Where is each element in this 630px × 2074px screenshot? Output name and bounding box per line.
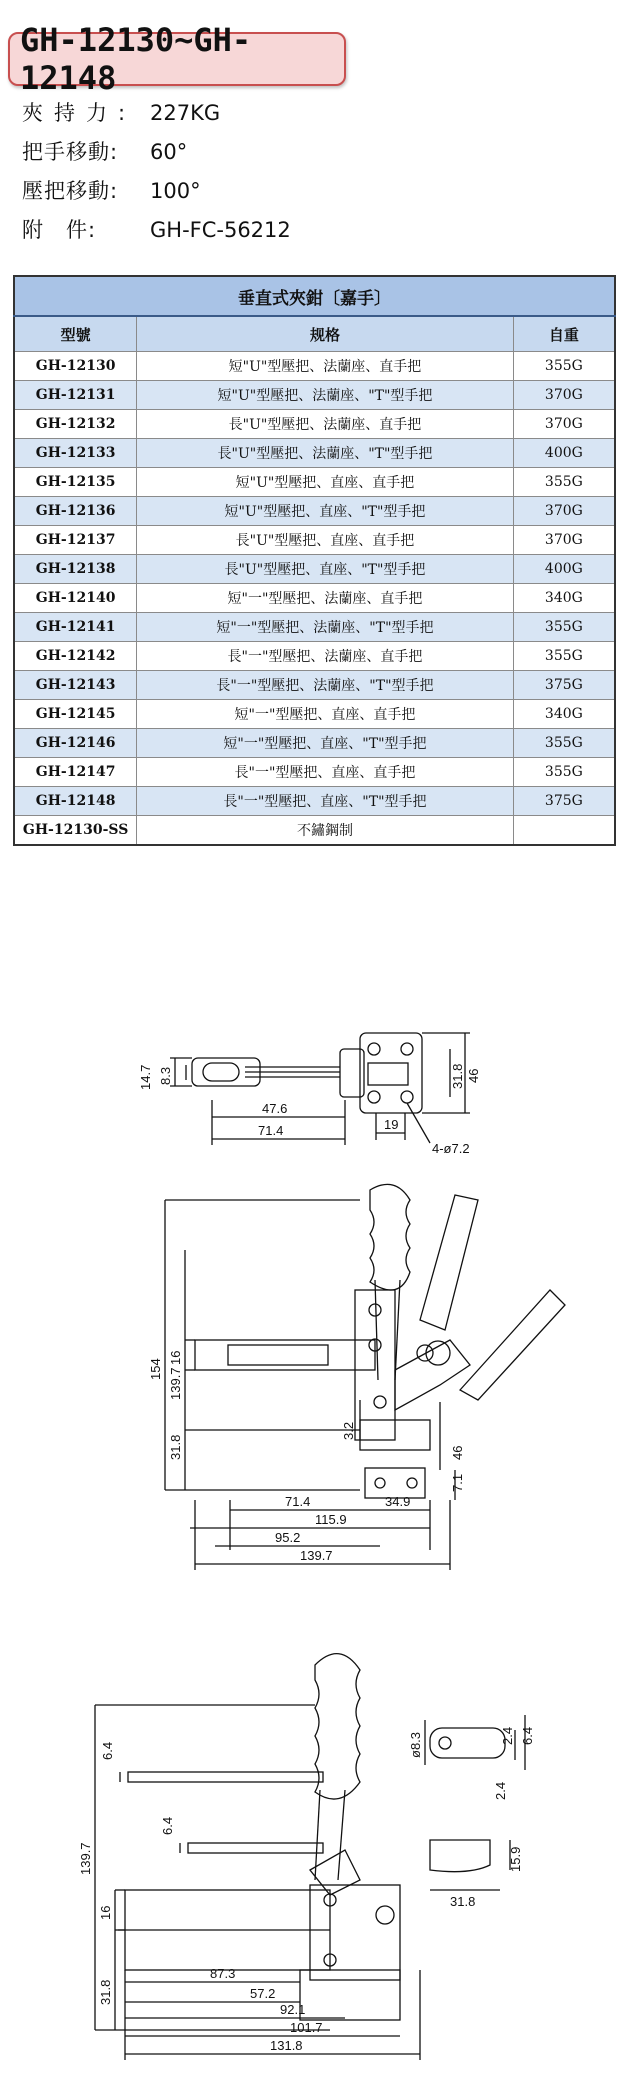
- dim-label: ø8.3: [408, 1731, 423, 1758]
- weight-cell: 370G: [513, 381, 615, 410]
- dim-label: 31.8: [98, 1979, 113, 2005]
- dim-label: 8.3: [158, 1066, 173, 1085]
- table-row: [14, 526, 615, 555]
- table-row: [14, 700, 615, 729]
- spec-cell: 短"一"型壓把、直座、直手把: [137, 700, 514, 729]
- weight-cell: 375G: [513, 787, 615, 816]
- spec-cell: 長"一"型壓把、直座、直手把: [137, 758, 514, 787]
- spec-cell: 長"一"型壓把、法蘭座、"T"型手把: [137, 671, 514, 700]
- weight-cell: 370G: [513, 526, 615, 555]
- spec-value: GH-FC-56212: [150, 218, 291, 242]
- weight-cell: [513, 816, 615, 846]
- weight-cell: 355G: [513, 642, 615, 671]
- dim-label: 2.4: [493, 1781, 508, 1800]
- model-cell: GH-12148: [14, 787, 137, 816]
- product-title-box: [8, 21, 346, 97]
- spec-cell: 長"一"型壓把、法蘭座、直手把: [137, 642, 514, 671]
- dim-label: 16: [98, 1905, 113, 1920]
- product-title: GH-12130~GH-12148: [20, 21, 252, 97]
- dim-label: 14.7: [138, 1064, 153, 1090]
- table-row: [14, 584, 615, 613]
- weight-cell: 370G: [513, 497, 615, 526]
- specs-list: [22, 94, 291, 250]
- spec-cell: 長"U"型壓把、法蘭座、直手把: [137, 410, 514, 439]
- dim-label: 3.2: [341, 1421, 356, 1440]
- dim-label: 154: [148, 1358, 163, 1380]
- table-caption: 垂直式夾鉗〔嘉手〕: [14, 276, 615, 316]
- dim-label: 139.7: [78, 1842, 93, 1875]
- dim-label: 34.9: [385, 1494, 411, 1509]
- spec-value: 100°: [150, 179, 201, 203]
- weight-cell: 340G: [513, 700, 615, 729]
- weight-cell: 400G: [513, 439, 615, 468]
- dim-label: 71.4: [285, 1494, 311, 1509]
- dim-label: 19: [384, 1117, 399, 1132]
- weight-cell: 355G: [513, 468, 615, 497]
- spec-cell: 長"一"型壓把、直座、"T"型手把: [137, 787, 514, 816]
- dim-label: 16: [168, 1350, 183, 1365]
- model-cell: GH-12132: [14, 410, 137, 439]
- model-cell: GH-12130: [14, 352, 137, 381]
- weight-cell: 355G: [513, 758, 615, 787]
- header-spec: 规格: [137, 316, 514, 352]
- dim-label: 4-ø7.2: [432, 1141, 470, 1156]
- spec-cell: 長"U"型壓把、法蘭座、"T"型手把: [137, 439, 514, 468]
- spec-label: 附 件:: [22, 218, 97, 242]
- side-view-drawing: [0, 1170, 630, 1590]
- spec-label: 把手移動:: [22, 140, 119, 164]
- table-row: [14, 381, 615, 410]
- table-row: [14, 410, 615, 439]
- dim-label: 71.4: [258, 1123, 284, 1138]
- spec-cell: 短"一"型壓把、直座、"T"型手把: [137, 729, 514, 758]
- dim-label: 46: [450, 1445, 465, 1460]
- model-cell: GH-12135: [14, 468, 137, 497]
- weight-cell: 355G: [513, 613, 615, 642]
- dim-label: 6.4: [160, 1816, 175, 1835]
- spec-cell: 長"U"型壓把、直座、直手把: [137, 526, 514, 555]
- model-cell: GH-12141: [14, 613, 137, 642]
- dim-label: 2.4: [500, 1726, 515, 1745]
- weight-cell: 355G: [513, 352, 615, 381]
- model-cell: GH-12143: [14, 671, 137, 700]
- spec-label: 夾持力:: [22, 101, 137, 125]
- spec-cell: 不鏽鋼制: [137, 816, 514, 846]
- dim-label: 139.7: [300, 1548, 333, 1563]
- dim-label: 15.9: [508, 1846, 523, 1872]
- dim-label: 31.8: [450, 1894, 476, 1909]
- dim-label: 6.4: [100, 1741, 115, 1760]
- model-cell: GH-12130-SS: [14, 816, 137, 846]
- spec-value: 227KG: [150, 101, 221, 125]
- dim-label: 139.7: [168, 1367, 183, 1400]
- model-cell: GH-12142: [14, 642, 137, 671]
- table-row: [14, 439, 615, 468]
- dim-label: 95.2: [275, 1530, 301, 1545]
- table-row: [14, 729, 615, 758]
- model-cell: GH-12145: [14, 700, 137, 729]
- model-cell: GH-12133: [14, 439, 137, 468]
- spec-cell: 短"U"型壓把、直座、"T"型手把: [137, 497, 514, 526]
- dim-label: 87.3: [210, 1966, 236, 1981]
- spec-value: 60°: [150, 140, 188, 164]
- spec-cell: 短"一"型壓把、法蘭座、"T"型手把: [137, 613, 514, 642]
- table-row: [14, 787, 615, 816]
- table-row: [14, 671, 615, 700]
- header-weight: 自重: [513, 316, 615, 352]
- dim-label: 7.1: [450, 1473, 465, 1492]
- dim-label: 101.7: [290, 2020, 323, 2035]
- spec-cell: 短"U"型壓把、法蘭座、"T"型手把: [137, 381, 514, 410]
- model-cell: GH-12140: [14, 584, 137, 613]
- spec-bar-travel: [22, 172, 291, 211]
- spec-cell: 短"一"型壓把、法蘭座、直手把: [137, 584, 514, 613]
- table-row: [14, 758, 615, 787]
- weight-cell: 400G: [513, 555, 615, 584]
- model-cell: GH-12147: [14, 758, 137, 787]
- spec-handle-travel: [22, 133, 291, 172]
- dim-label: 31.8: [168, 1434, 183, 1460]
- dim-label: 115.9: [315, 1512, 347, 1527]
- weight-cell: 370G: [513, 410, 615, 439]
- header-model: 型號: [14, 316, 137, 352]
- model-cell: GH-12138: [14, 555, 137, 584]
- dim-label: 46: [466, 1068, 481, 1083]
- dim-label: 31.8: [450, 1063, 465, 1089]
- spec-cell: 長"U"型壓把、直座、"T"型手把: [137, 555, 514, 584]
- model-cell: GH-12146: [14, 729, 137, 758]
- spec-label: 壓把移動:: [22, 179, 119, 203]
- model-cell: GH-12131: [14, 381, 137, 410]
- spec-clamping-force: [22, 94, 291, 133]
- table-row: [14, 816, 615, 846]
- spec-cell: 短"U"型壓把、直座、直手把: [137, 468, 514, 497]
- dim-label: 47.6: [262, 1101, 288, 1116]
- spec-cell: 短"U"型壓把、法蘭座、直手把: [137, 352, 514, 381]
- dim-label: 57.2: [250, 1986, 276, 2001]
- table-row: [14, 468, 615, 497]
- dim-label: 6.4: [520, 1726, 535, 1745]
- spec-accessory: [22, 211, 291, 250]
- dim-label: 131.8: [270, 2038, 303, 2053]
- weight-cell: 355G: [513, 729, 615, 758]
- model-cell: GH-12137: [14, 526, 137, 555]
- table-row: [14, 642, 615, 671]
- weight-cell: 340G: [513, 584, 615, 613]
- table-body: [14, 352, 615, 846]
- u-bar-drawing: [0, 1640, 630, 2074]
- dim-label: 92.1: [280, 2002, 306, 2017]
- table-row: [14, 352, 615, 381]
- model-table: [13, 275, 616, 846]
- top-view-drawing: [0, 1005, 630, 1195]
- weight-cell: 375G: [513, 671, 615, 700]
- table-row: [14, 613, 615, 642]
- table-row: [14, 497, 615, 526]
- model-cell: GH-12136: [14, 497, 137, 526]
- table-row: [14, 555, 615, 584]
